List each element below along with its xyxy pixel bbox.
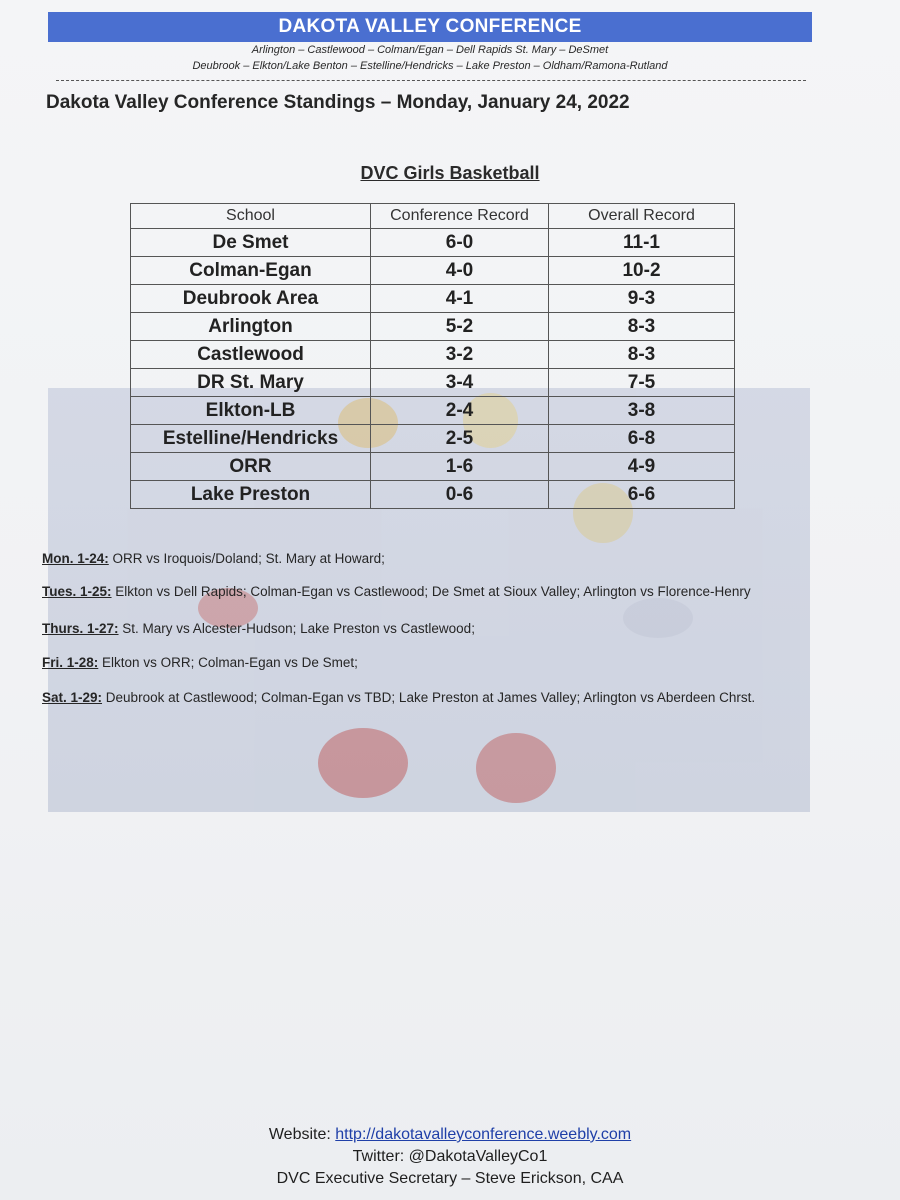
member-schools-line-1: Arlington – Castlewood – Colman/Egan – Dell Rapids St. Mary – DeSmet xyxy=(251,44,609,56)
overall-record-cell: 3-8 xyxy=(549,397,735,425)
conference-banner: DAKOTA VALLEY CONFERENCE xyxy=(48,12,812,42)
school-cell: Lake Preston xyxy=(131,481,371,509)
conference-record-cell: 6-0 xyxy=(371,229,549,257)
school-cell: Estelline/Hendricks xyxy=(131,425,371,453)
schedule-games: ORR vs Iroquois/Doland; St. Mary at Howard; xyxy=(112,551,385,566)
schedule-day: Fri. 1-28: xyxy=(42,655,99,670)
standings-table xyxy=(130,203,735,509)
conference-record-cell: 4-0 xyxy=(371,257,549,285)
school-cell: DR St. Mary xyxy=(131,369,371,397)
schedule-day: Mon. 1-24: xyxy=(42,551,109,566)
standings-title: Dakota Valley Conference Standings – Monday, January 24, 2022 xyxy=(46,92,630,113)
cardinal-logo-2 xyxy=(476,733,556,803)
school-cell: Arlington xyxy=(131,313,371,341)
table-header-row xyxy=(131,204,735,229)
footer-website xyxy=(0,1126,900,1144)
conference-record-cell: 5-2 xyxy=(371,313,549,341)
section-title: DVC Girls Basketball xyxy=(360,163,540,183)
mascot-logo-5 xyxy=(623,598,693,638)
schedule-games: St. Mary vs Alcester-Hudson; Lake Preston vs Castlewood; xyxy=(122,621,475,636)
schedule-line-sat xyxy=(42,690,755,705)
overall-record-cell: 4-9 xyxy=(549,453,735,481)
table-row xyxy=(131,285,735,313)
conference-record-cell: 3-4 xyxy=(371,369,549,397)
schedule-line-tues xyxy=(42,584,751,599)
overall-record-cell: 9-3 xyxy=(549,285,735,313)
table-row xyxy=(131,397,735,425)
schedule-line-thurs xyxy=(42,621,475,636)
table-row xyxy=(131,257,735,285)
table-row xyxy=(131,425,735,453)
overall-record-cell: 6-6 xyxy=(549,481,735,509)
schedule-games: Deubrook at Castlewood; Colman-Egan vs TBD; Lake Preston at James Valley; Arlington vs Aberdeen Chrst. xyxy=(105,690,756,705)
header-divider xyxy=(56,80,806,81)
table-row xyxy=(131,341,735,369)
conference-record-cell: 2-4 xyxy=(371,397,549,425)
overall-record-cell: 7-5 xyxy=(549,369,735,397)
conference-record-cell: 0-6 xyxy=(371,481,549,509)
member-schools-line-2: Deubrook – Elkton/Lake Benton – Estelline/Hendricks – Lake Preston – Oldham/Ramona-Rutland xyxy=(192,60,668,72)
conference-record-cell: 3-2 xyxy=(371,341,549,369)
website-link[interactable]: http://dakotavalleyconference.weebly.com xyxy=(335,1126,632,1143)
column-header-conference-record: Conference Record xyxy=(371,204,549,229)
column-header-overall-record: Overall Record xyxy=(549,204,735,229)
overall-record-cell: 8-3 xyxy=(549,313,735,341)
overall-record-cell: 11-1 xyxy=(549,229,735,257)
schedule-line-mon xyxy=(42,551,385,566)
school-cell: Colman-Egan xyxy=(131,257,371,285)
overall-record-cell: 10-2 xyxy=(549,257,735,285)
school-cell: Elkton-LB xyxy=(131,397,371,425)
schedule-games: Elkton vs Dell Rapids; Colman-Egan vs Castlewood; De Smet at Sioux Valley; Arlington vs Florence-Henry xyxy=(115,584,751,599)
table-row xyxy=(131,481,735,509)
schedule-day: Tues. 1-25: xyxy=(42,584,112,599)
table-row xyxy=(131,369,735,397)
table-row xyxy=(131,453,735,481)
school-cell: Castlewood xyxy=(131,341,371,369)
schedule-day: Sat. 1-29: xyxy=(42,690,103,705)
conference-record-cell: 4-1 xyxy=(371,285,549,313)
school-cell: ORR xyxy=(131,453,371,481)
overall-record-cell: 8-3 xyxy=(549,341,735,369)
column-header-school: School xyxy=(131,204,371,229)
school-cell: De Smet xyxy=(131,229,371,257)
table-row xyxy=(131,313,735,341)
footer-twitter: Twitter: @DakotaValleyCo1 xyxy=(352,1148,548,1165)
website-label: Website: xyxy=(268,1126,331,1143)
schedule-line-fri xyxy=(42,655,358,670)
schedule-games: Elkton vs ORR; Colman-Egan vs De Smet; xyxy=(102,655,358,670)
footer-secretary: DVC Executive Secretary – Steve Erickson, CAA xyxy=(276,1170,624,1187)
conference-record-cell: 2-5 xyxy=(371,425,549,453)
overall-record-cell: 6-8 xyxy=(549,425,735,453)
table-row xyxy=(131,229,735,257)
school-cell: Deubrook Area xyxy=(131,285,371,313)
cardinal-logo-1 xyxy=(318,728,408,798)
conference-record-cell: 1-6 xyxy=(371,453,549,481)
schedule-day: Thurs. 1-27: xyxy=(42,621,119,636)
